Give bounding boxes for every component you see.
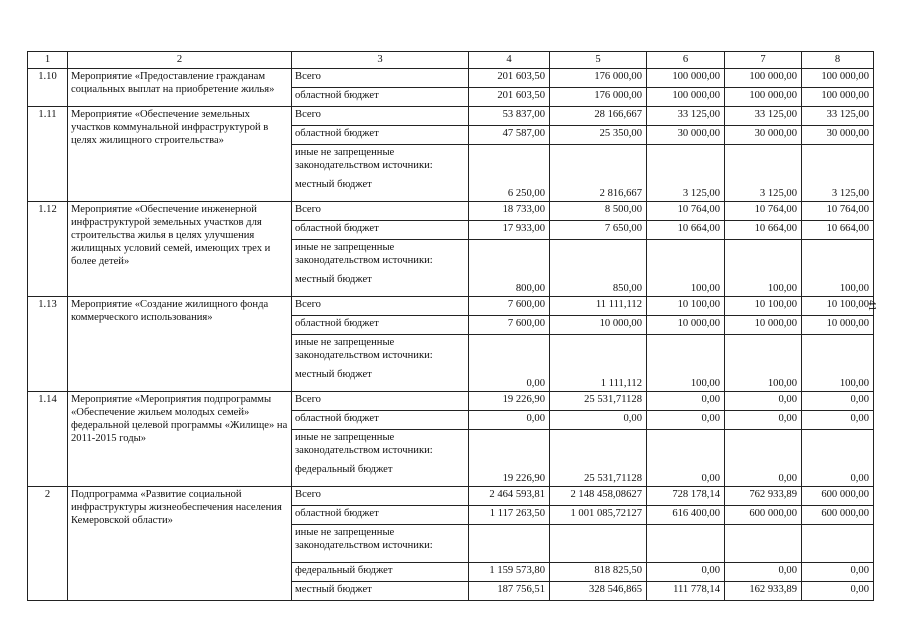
source-label-text: иные не запрещенные законодательством источники: <box>295 147 433 171</box>
header-cell: 6 <box>647 52 725 69</box>
value-cell: 0,00 <box>802 392 874 411</box>
table-row <box>28 202 874 221</box>
row-number: 1.10 <box>28 69 68 107</box>
value-cell: 0,00 <box>469 335 550 392</box>
value-cell: 17 933,00 <box>469 221 550 240</box>
value-cell: 850,00 <box>550 240 647 297</box>
value-cell: 10 100,00 <box>802 297 874 316</box>
value-cell: 176 000,00 <box>550 88 647 107</box>
header-cell: 1 <box>28 52 68 69</box>
source-label-text: Всего <box>295 394 321 405</box>
source-label-text: областной бюджет <box>295 223 379 234</box>
value-cell: 33 125,00 <box>725 107 802 126</box>
source-label <box>292 335 469 392</box>
value-cell: 100,00 <box>647 240 725 297</box>
source-label <box>292 145 469 202</box>
value-cell: 100 000,00 <box>725 69 802 88</box>
header-cell: 4 <box>469 52 550 69</box>
value-cell: 111 778,14 <box>647 582 725 601</box>
source-label-text: Всего <box>295 109 321 120</box>
source-label <box>292 487 469 506</box>
value-cell: 10 000,00 <box>550 316 647 335</box>
source-label <box>292 392 469 411</box>
value-cell <box>802 525 874 563</box>
value-cell: 762 933,89 <box>725 487 802 506</box>
header-cell: 5 <box>550 52 647 69</box>
table-row <box>28 487 874 506</box>
value-cell: 100 000,00 <box>647 88 725 107</box>
source-label <box>292 430 469 487</box>
source-label <box>292 221 469 240</box>
source-label <box>292 582 469 601</box>
value-cell: 10 664,00 <box>802 221 874 240</box>
value-cell: 0,00 <box>725 411 802 430</box>
value-cell: 100 000,00 <box>802 88 874 107</box>
source-label <box>292 88 469 107</box>
value-cell: 328 546,865 <box>550 582 647 601</box>
value-cell: 100 000,00 <box>802 69 874 88</box>
source-sublabel: федеральный бюджет <box>295 464 393 475</box>
value-cell: 100,00 <box>802 335 874 392</box>
source-sublabel: местный бюджет <box>295 369 372 380</box>
row-number: 1.12 <box>28 202 68 297</box>
row-number: 2 <box>28 487 68 601</box>
value-cell: 1 111,112 <box>550 335 647 392</box>
value-cell: 18 733,00 <box>469 202 550 221</box>
row-name: Мероприятие «Создание жилищного фонда коммерческого использования» <box>68 297 292 392</box>
source-label <box>292 240 469 297</box>
source-label <box>292 563 469 582</box>
value-cell: 600 000,00 <box>802 506 874 525</box>
value-cell: 25 531,71128 <box>550 430 647 487</box>
value-cell: 10 764,00 <box>725 202 802 221</box>
row-name: Мероприятие «Обеспечение земельных участков коммунальной инфраструктурой в целях жилищного строительства» <box>68 107 292 202</box>
table-row <box>28 297 874 316</box>
value-cell: 33 125,00 <box>802 107 874 126</box>
value-cell: 0,00 <box>802 563 874 582</box>
value-cell: 33 125,00 <box>647 107 725 126</box>
value-cell: 2 816,667 <box>550 145 647 202</box>
value-cell: 0,00 <box>469 411 550 430</box>
value-cell: 100,00 <box>647 335 725 392</box>
value-cell: 6 250,00 <box>469 145 550 202</box>
header-cell: 7 <box>725 52 802 69</box>
value-cell: 7 600,00 <box>469 297 550 316</box>
value-cell <box>647 525 725 563</box>
source-label-text: областной бюджет <box>295 508 379 519</box>
value-cell: 0,00 <box>647 430 725 487</box>
row-number: 1.14 <box>28 392 68 487</box>
value-cell: 3 125,00 <box>802 145 874 202</box>
source-label-text: областной бюджет <box>295 318 379 329</box>
source-label-text: областной бюджет <box>295 90 379 101</box>
value-cell: 19 226,90 <box>469 430 550 487</box>
value-cell: 11 111,112 <box>550 297 647 316</box>
table-row <box>28 107 874 126</box>
value-cell: 10 664,00 <box>647 221 725 240</box>
value-cell: 0,00 <box>647 392 725 411</box>
source-label <box>292 411 469 430</box>
row-name: Мероприятие «Обеспечение инженерной инфраструктурой земельных участков для строительства жилья в целях улучшения жилищных условий семей, имеющих трех и более детей» <box>68 202 292 297</box>
value-cell: 2 148 458,08627 <box>550 487 647 506</box>
value-cell: 1 001 085,72127 <box>550 506 647 525</box>
source-label-text: Всего <box>295 489 321 500</box>
value-cell: 25 531,71128 <box>550 392 647 411</box>
value-cell: 0,00 <box>550 411 647 430</box>
value-cell: 10 664,00 <box>725 221 802 240</box>
source-label-text: Всего <box>295 71 321 82</box>
row-name: Мероприятие «Мероприятия подпрограммы «Обеспечение жильем молодых семей» федеральной целевой программы «Жилище» на 2011-2015 годы» <box>68 392 292 487</box>
row-number: 1.11 <box>28 107 68 202</box>
value-cell: 818 825,50 <box>550 563 647 582</box>
value-cell: 0,00 <box>725 563 802 582</box>
budget-table <box>27 51 874 601</box>
value-cell: 0,00 <box>725 430 802 487</box>
value-cell: 10 000,00 <box>802 316 874 335</box>
value-cell: 8 500,00 <box>550 202 647 221</box>
source-label-text: областной бюджет <box>295 128 379 139</box>
value-cell: 10 100,00 <box>725 297 802 316</box>
row-name: Подпрограмма «Развитие социальной инфраструктуры жизнеобеспечения населения Кемеровской области» <box>68 487 292 601</box>
source-label <box>292 69 469 88</box>
value-cell: 162 933,89 <box>725 582 802 601</box>
row-number: 1.13 <box>28 297 68 392</box>
value-cell: 100 000,00 <box>725 88 802 107</box>
value-cell: 3 125,00 <box>725 145 802 202</box>
value-cell <box>550 525 647 563</box>
value-cell: 2 464 593,81 <box>469 487 550 506</box>
value-cell: 19 226,90 <box>469 392 550 411</box>
value-cell: 30 000,00 <box>647 126 725 145</box>
value-cell: 0,00 <box>802 582 874 601</box>
value-cell: 616 400,00 <box>647 506 725 525</box>
value-cell: 0,00 <box>802 411 874 430</box>
header-cell: 3 <box>292 52 469 69</box>
source-sublabel: местный бюджет <box>295 274 372 285</box>
value-cell: 47 587,00 <box>469 126 550 145</box>
value-cell: 28 166,667 <box>550 107 647 126</box>
source-label <box>292 126 469 145</box>
header-row <box>28 52 874 69</box>
value-cell: 728 178,14 <box>647 487 725 506</box>
source-label <box>292 202 469 221</box>
value-cell: 25 350,00 <box>550 126 647 145</box>
value-cell: 100,00 <box>725 240 802 297</box>
table-row <box>28 392 874 411</box>
source-label-text: Всего <box>295 299 321 310</box>
source-label-text: федеральный бюджет <box>295 565 393 576</box>
value-cell: 0,00 <box>647 563 725 582</box>
value-cell <box>469 525 550 563</box>
value-cell: 7 650,00 <box>550 221 647 240</box>
source-label <box>292 506 469 525</box>
value-cell: 10 100,00 <box>647 297 725 316</box>
source-label-text: иные не запрещенные законодательством источники: <box>295 242 433 266</box>
value-cell: 10 000,00 <box>647 316 725 335</box>
value-cell: 10 764,00 <box>647 202 725 221</box>
source-sublabel: местный бюджет <box>295 179 372 190</box>
page-number: 41 <box>866 300 878 311</box>
value-cell: 600 000,00 <box>802 487 874 506</box>
value-cell: 100 000,00 <box>647 69 725 88</box>
value-cell <box>725 525 802 563</box>
value-cell: 30 000,00 <box>725 126 802 145</box>
value-cell: 0,00 <box>725 392 802 411</box>
value-cell: 10 764,00 <box>802 202 874 221</box>
value-cell: 187 756,51 <box>469 582 550 601</box>
source-label-text: областной бюджет <box>295 413 379 424</box>
value-cell: 1 117 263,50 <box>469 506 550 525</box>
source-label <box>292 525 469 563</box>
value-cell: 0,00 <box>647 411 725 430</box>
header-cell: 8 <box>802 52 874 69</box>
value-cell: 800,00 <box>469 240 550 297</box>
header-cell: 2 <box>68 52 292 69</box>
value-cell: 53 837,00 <box>469 107 550 126</box>
value-cell: 176 000,00 <box>550 69 647 88</box>
source-label-text: иные не запрещенные законодательством источники: <box>295 337 433 361</box>
value-cell: 3 125,00 <box>647 145 725 202</box>
source-label-text: Всего <box>295 204 321 215</box>
value-cell: 100,00 <box>725 335 802 392</box>
value-cell: 100,00 <box>802 240 874 297</box>
source-label-text: иные не запрещенные законодательством источники: <box>295 432 433 456</box>
value-cell: 10 000,00 <box>725 316 802 335</box>
source-label-text: местный бюджет <box>295 584 372 595</box>
value-cell: 600 000,00 <box>725 506 802 525</box>
source-label <box>292 107 469 126</box>
value-cell: 30 000,00 <box>802 126 874 145</box>
value-cell: 0,00 <box>802 430 874 487</box>
value-cell: 1 159 573,80 <box>469 563 550 582</box>
value-cell: 7 600,00 <box>469 316 550 335</box>
source-label <box>292 316 469 335</box>
source-label <box>292 297 469 316</box>
source-label-text: иные не запрещенные законодательством источники: <box>295 527 433 551</box>
value-cell: 201 603,50 <box>469 88 550 107</box>
row-name: Мероприятие «Предоставление гражданам социальных выплат на приобретение жилья» <box>68 69 292 107</box>
table-row <box>28 69 874 88</box>
value-cell: 201 603,50 <box>469 69 550 88</box>
